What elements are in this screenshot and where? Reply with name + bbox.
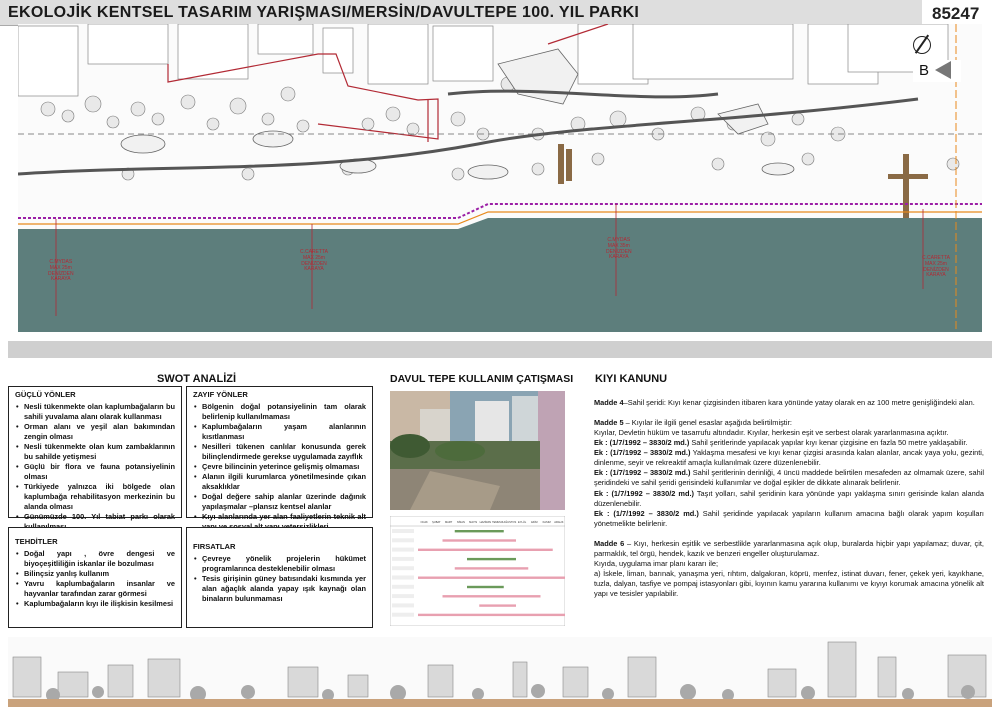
row-label-swatch bbox=[392, 529, 414, 533]
conflict-title: DAVUL TEPE KULLANIM ÇATIŞMASI bbox=[390, 373, 574, 385]
row-label-swatch bbox=[392, 576, 414, 580]
section-divider bbox=[8, 341, 992, 358]
law-paragraph bbox=[594, 559, 984, 569]
row-label-swatch bbox=[392, 585, 414, 589]
list-item: • Tesis girişinin güney batısındaki kısmında yer alan ağaçlık alanda yapay ışık kaynağı olan binaların bulunmaması bbox=[193, 574, 366, 604]
list-item: • Yavru kaplumbağaların insanlar ve hayvanlar tarafından zarar görmesi bbox=[15, 579, 175, 599]
list-item: • Güçlü bir flora ve fauna potansiyelinin olması bbox=[15, 462, 175, 482]
weaknesses-heading: ZAYIF YÖNLER bbox=[193, 390, 248, 399]
list-item: • Nesilleri tükenen canlılar konusunda gerek bilinçlendirmede gerekse uygulamada zayıflık bbox=[193, 442, 366, 462]
law-paragraph-label: Madde 5 bbox=[594, 418, 624, 428]
threats-list bbox=[15, 549, 175, 609]
list-item: • Doğal yapı , övre dengesi ve biyoçeşitliliğin iskanlar ile bozulması bbox=[15, 549, 175, 569]
title-bar bbox=[0, 0, 922, 26]
law-paragraph-label: Madde 6 bbox=[594, 538, 625, 548]
month-label: AĞUSTOS bbox=[503, 521, 517, 524]
law-paragraph bbox=[594, 539, 984, 559]
opportunities-box bbox=[186, 527, 373, 628]
north-arrow-icon bbox=[913, 36, 931, 54]
section-marker-label: B bbox=[919, 62, 930, 79]
paragraph-gap bbox=[594, 408, 984, 418]
law-paragraph-label: Ek : (1/7/1992 – 3830/2 md.) bbox=[594, 438, 690, 448]
list-item: • Çevre bilincinin yeterince gelişmiş olmaması bbox=[193, 462, 366, 472]
law-paragraph bbox=[594, 438, 984, 448]
row-label-swatch bbox=[392, 566, 414, 570]
project-code-box bbox=[928, 0, 1000, 26]
list-item: • Alanın ilgili kurumlarca yönetilmesinde çıkan aksaklıklar bbox=[193, 472, 366, 492]
threats-heading: TEHDİTLER bbox=[15, 537, 58, 546]
law-paragraph bbox=[594, 569, 984, 599]
law-paragraph bbox=[594, 398, 984, 408]
usage-bar bbox=[443, 595, 541, 597]
law-paragraph-text: Sahil şeridinde yapılacak yapıların kullanım amacına bağlı olarak yapım koşulları yönetmelikte belirlenir. bbox=[594, 508, 984, 528]
month-label: HAZİRAN bbox=[479, 521, 492, 524]
row-label-swatch bbox=[392, 603, 414, 607]
law-paragraph bbox=[594, 489, 984, 509]
law-paragraph-text: Yaklaşma mesafesi ve kıyı kenar çizgisi arasında kalan alanlar, ancak yaya yolu, gezinti, dinlenme, seyir ve rekreaktif amaçla kullanılmak üzere düzenlenebilir. bbox=[594, 448, 984, 468]
law-paragraph-label: Ek : (1/7/1992 – 3830/2 md.) bbox=[594, 448, 691, 458]
plan-label-2: C.CARETTA MAX 25m DENİZDEN KARAYA bbox=[300, 249, 328, 273]
weaknesses-box bbox=[186, 386, 373, 522]
law-paragraph-text: Sahil şeritlerinde yapılacak yapılar kıyı kenar çizgisine en fazla 50 metre yaklaşabilir. bbox=[689, 438, 968, 448]
law-paragraph bbox=[594, 509, 984, 529]
usage-bar bbox=[455, 567, 529, 569]
row-label-swatch bbox=[392, 548, 414, 552]
site-plan bbox=[18, 24, 982, 332]
law-text bbox=[594, 398, 984, 599]
list-item: • Orman alanı ve yeşil alan bakımından zengin olması bbox=[15, 422, 175, 442]
list-item: • Bölgenin doğal potansiyelinin tam olarak belirlenip kullanılmaması bbox=[193, 402, 366, 422]
page-title: EKOLOJİK KENTSEL TASARIM YARIŞMASI/MERSİN/DAVULTEPE 100. YIL PARKI bbox=[8, 4, 640, 21]
skyline-section bbox=[8, 637, 992, 707]
law-paragraph-text: Taşıt yolları, sahil şeridinin kara yönünde yapı yaklaşma sınırı gerisinde kalan alanda düzenlenebilir. bbox=[594, 488, 984, 508]
law-paragraph-text: – Kıyılar ile ilgili genel esaslar aşağıda belirtilmiştir: bbox=[623, 418, 792, 428]
month-label: ŞUBAT bbox=[432, 521, 441, 524]
plan-label-4: C.CARETTA MAX 25m DENİZDEN KARAYA bbox=[922, 255, 950, 279]
month-label: KASIM bbox=[542, 521, 551, 524]
law-title: KIYI KANUNU bbox=[595, 373, 668, 385]
list-item: • Kaplumbağaların yaşam alanlarının kısıtlanması bbox=[193, 422, 366, 442]
law-paragraph-label: Ek : (1/7/1992 – 3830/2 md.) bbox=[594, 488, 694, 498]
matrix-frame bbox=[390, 516, 565, 626]
project-code: 85247 bbox=[932, 4, 980, 23]
law-paragraph bbox=[594, 468, 984, 488]
usage-conflict-matrix bbox=[390, 516, 565, 626]
list-item: • Nesli tükenmekte olan kum zambaklarının bu sahilde yetişmesi bbox=[15, 442, 175, 462]
law-paragraph bbox=[594, 418, 984, 428]
law-paragraph-label: Madde 4 bbox=[594, 398, 624, 407]
plan-label-3: C.MYDAS MAX 35m DENİZDEN KARAYA bbox=[606, 237, 632, 261]
sea bbox=[18, 218, 982, 332]
list-item: • Doğal değere sahip alanlar üzerinde dağınık yapılaşmalar –plansız kentsel alanlar bbox=[193, 492, 366, 512]
law-paragraph-text: – Kıyı, herkesin eşitlik ve serbestlikle yararlanmasına açık olup, buralarda hiçbir yapı yapılamaz; duvar, çit, parmaklık, tel örgü, hendek, kazık ve benzeri engeller oluşturulamaz. bbox=[594, 538, 984, 558]
usage-bar bbox=[418, 614, 565, 616]
month-label: EYLÜL bbox=[518, 521, 527, 524]
month-label: MAYIS bbox=[469, 521, 478, 524]
swot-title: SWOT ANALİZİ bbox=[157, 373, 237, 385]
strengths-box bbox=[8, 386, 182, 522]
law-paragraph-label: Ek : (1/7/1992 – 3830/2 md.) bbox=[594, 508, 699, 518]
list-item: • Türkiyede yalnızca iki bölgede olan kaplumbağa rehabilitasyon merkezinin bu alanda olması bbox=[15, 482, 175, 512]
list-item: • Günümüzde 100. Yıl tabiat parkı olarak bbox=[15, 512, 175, 532]
opportunities-list bbox=[193, 554, 366, 604]
law-paragraph-label: Ek : (1/7/1992 – 3830/2 md.) bbox=[594, 468, 691, 478]
plan-label-1: C.MYDAS MAX 25m DENİZDEN KARAYA bbox=[48, 259, 74, 283]
paragraph-gap bbox=[594, 529, 984, 539]
list-item: • Kıyı alanlarında yer alan faaliyetlerin teknik alt bbox=[193, 512, 366, 532]
month-label: OCAK bbox=[420, 521, 428, 524]
usage-bar bbox=[455, 530, 504, 532]
law-paragraph-text: Kıyılar, Devletin hüküm ve tasarrufu altındadır. Kıyılar, herkesin eşit ve serbest olarak yararlanmasına açıktır. bbox=[594, 428, 949, 438]
usage-bar bbox=[467, 558, 516, 560]
row-label-swatch bbox=[392, 613, 414, 617]
month-label: MART bbox=[444, 521, 453, 524]
usage-bar bbox=[467, 586, 504, 588]
opportunities-heading: FIRSATLAR bbox=[193, 542, 236, 551]
law-paragraph-text: –Sahil şeridi: Kıyı kenar çizgisinden itibaren kara yönünde yatay olarak en az 100 metre genişliğindeki alan. bbox=[623, 398, 975, 407]
row-label-swatch bbox=[392, 594, 414, 598]
law-paragraph-text: Sahil şeritlerinin derinliği, 4 üncü maddede belirtilen mesafeden az olmamak üzere, sahil şeridindeki ve sahil şeridi gerisindeki kullanımlar ve doğal eşikler de dikkate alınarak belirlenir. bbox=[594, 468, 984, 488]
law-paragraph-text: a) İskele, liman, barınak, yanaşma yeri, rıhtım, dalgakıran, köprü, menfez, istinat duvarı, fener, çekek yeri, kayıkhane, tuzla, dalyan, tasfiye ve pompaj istasyonları gibi, kıyının kamu yararına kullanımı ve kıyıyı korumak amacına yönelik alt yapı ve tesisler yapılabilir. bbox=[594, 568, 984, 599]
row-label-swatch bbox=[392, 557, 414, 561]
month-label: ARALIK bbox=[554, 521, 564, 524]
usage-bar bbox=[418, 549, 553, 551]
strengths-list bbox=[15, 402, 175, 532]
list-item: • Bilinçsiz yanlış kullanım bbox=[15, 569, 175, 579]
list-item: • Çevreye yönelik projelerin hükümet programlarınca desteklenebilir olması bbox=[193, 554, 366, 574]
usage-bar bbox=[443, 539, 517, 541]
month-label: NİSAN bbox=[456, 521, 465, 524]
strengths-heading: GÜÇLÜ YÖNLER bbox=[15, 390, 76, 399]
month-label: TEMMUZ bbox=[492, 521, 504, 524]
site-plan-drawing bbox=[18, 24, 982, 332]
section-marker bbox=[913, 60, 961, 82]
site-photo-collage bbox=[390, 391, 565, 510]
weaknesses-list bbox=[193, 402, 366, 532]
list-item: • Kaplumbağaların kıyı ile ilişkisin kesilmesi bbox=[15, 599, 175, 609]
row-label-swatch bbox=[392, 538, 414, 542]
threats-box bbox=[8, 527, 182, 628]
usage-bar bbox=[479, 604, 516, 606]
matrix-chart bbox=[390, 516, 565, 626]
list-item: • Nesli tükenmekte olan kaplumbağaların bu sahili yuvalama alanı olarak kullanması bbox=[15, 402, 175, 422]
month-label: EKİM bbox=[531, 521, 538, 524]
skyline-drawing bbox=[8, 637, 992, 707]
law-paragraph-text: Kıyıda, uygulama imar planı kararı ile; bbox=[594, 558, 719, 568]
section-marker-arrow-icon bbox=[935, 61, 951, 79]
law-paragraph bbox=[594, 448, 984, 468]
law-paragraph bbox=[594, 428, 984, 438]
site-photo-image bbox=[390, 391, 565, 510]
usage-bar bbox=[418, 577, 565, 579]
